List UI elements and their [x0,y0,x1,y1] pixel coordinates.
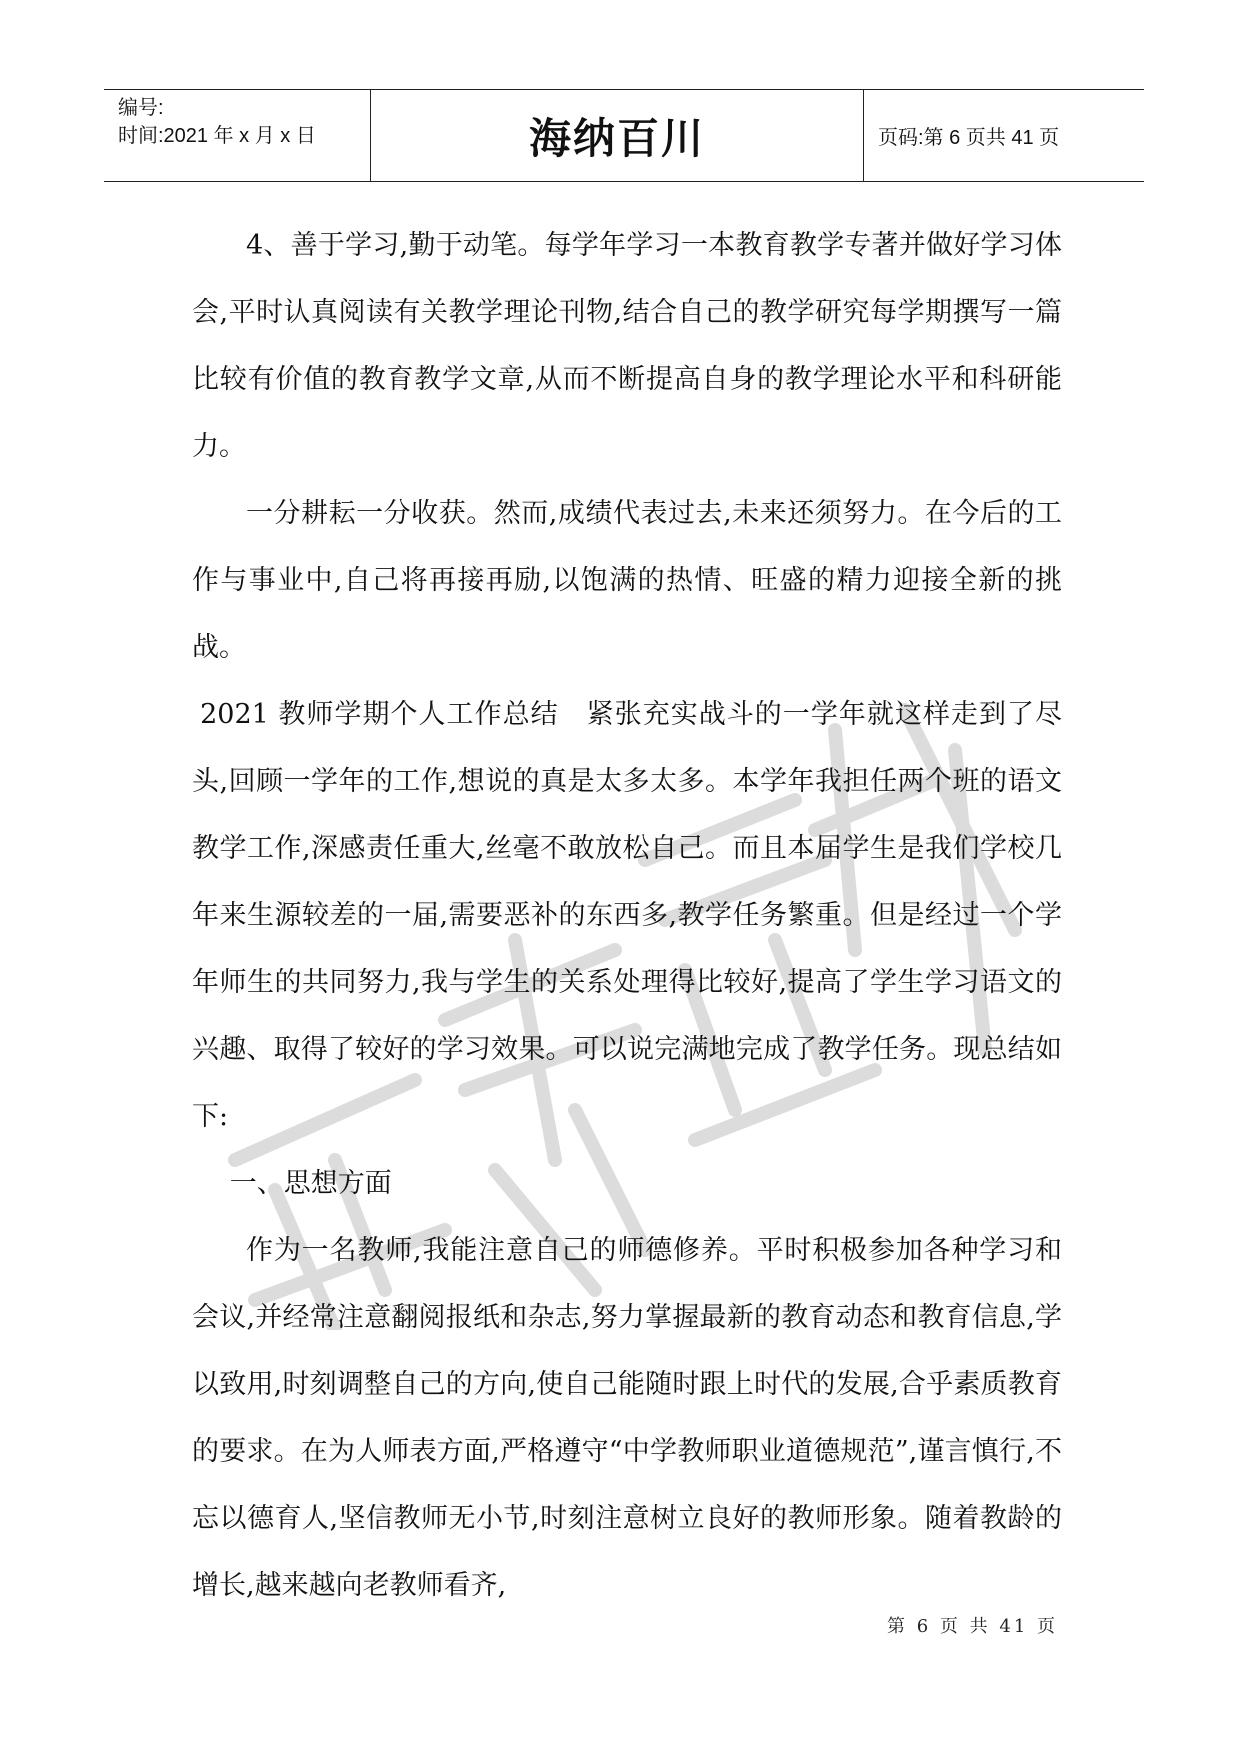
header-brand: 海纳百川 [371,90,864,181]
serial-number-label: 编号: [118,97,164,119]
page-header [104,89,1144,182]
paragraph: 4、善于学习,勤于动笔。每学年学习一本教育教学专著并做好学习体会,平时认真阅读有关教学理论刊物,结合自己的教学研究每学期撰写一篇比较有价值的教育教学文章,从而不断提高自身的教学理论水平和科研能力。 [192,230,1062,462]
header-page-number: 页码:第 6 页共 41 页 [878,127,1060,149]
date-label: 时间:2021 年 x 月 x 日 [118,125,316,147]
paragraph: 2021 教师学期个人工作总结 紧张充实战斗的一学年就这样走到了尽头,回顾一学年的工作,想说的真是太多太多。本学年我担任两个班的语文教学工作,深感责任重大,丝毫不敢放松自己。而且本届学生是我们学校几年来生源较差的一届,需要恶补的东西多,教学任务繁重。但是经过一个学年师生的共同努力,我与学生的关系处理得比较好,提高了学生学习语文的兴趣、取得了较好的学习效果。可以说完满地完成了教学任务。现总结如下: [192,699,1062,1132]
section-heading: 一、思想方面 [229,1168,392,1199]
paragraph: 一分耕耘一分收获。然而,成绩代表过去,未来还须努力。在今后的工作与事业中,自己将再接再励,以饱满的热情、旺盛的精力迎接全新的挑战。 [192,498,1062,663]
document-body [192,212,1062,1619]
page-footer: 第 6 页 共 41 页 [887,1616,1058,1637]
header-meta [104,90,371,181]
watermark-text: 严禁复制 [215,690,219,691]
paragraph: 作为一名教师,我能注意自己的师德修养。平时积极参加各种学习和会议,并经常注意翻阅报纸和杂志,努力掌握最新的教育动态和教育信息,学以致用,时刻调整自己的方向,使自己能随时跟上时代的发展,合乎素质教育的要求。在为人师表方面,严格遵守“中学教师职业道德规范”,谨言慎行,不忘以德育人,坚信教师无小节,时刻注意树立良好的教师形象。随着教龄的增长,越来越向老教师看齐, [192,1235,1062,1601]
